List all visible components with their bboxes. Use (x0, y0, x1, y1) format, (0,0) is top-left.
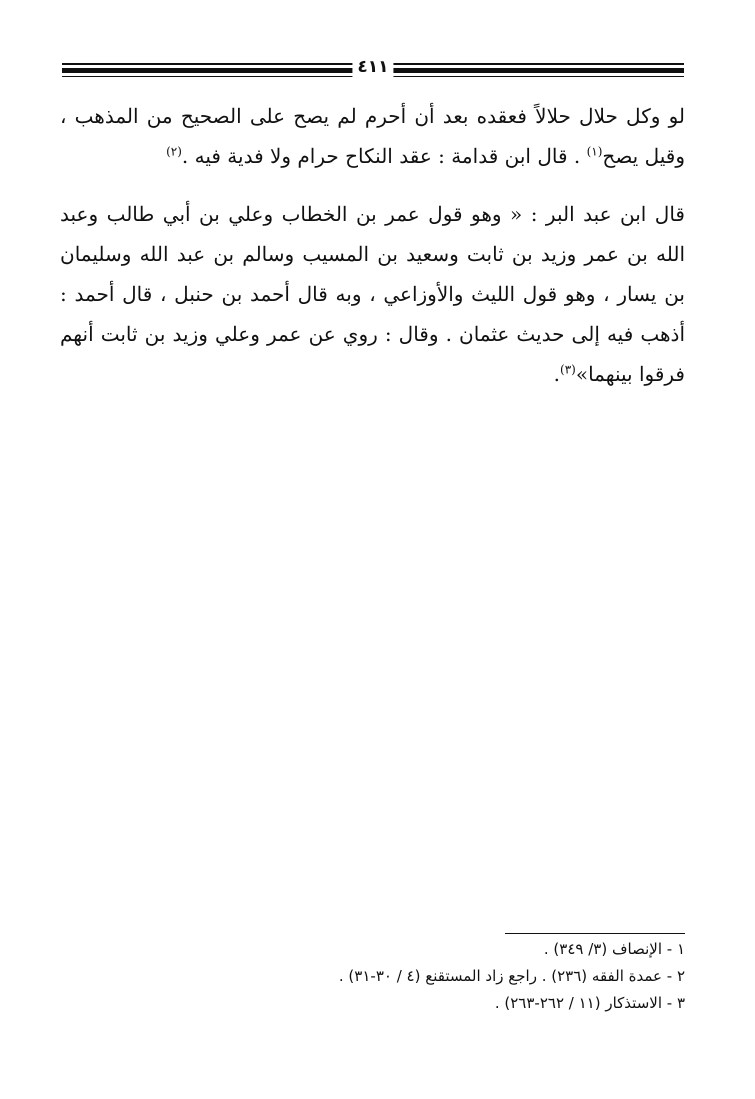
page-number: ٤١١ (352, 57, 393, 77)
paragraph-1-mid: . قال ابن قدامة : عقد النكاح حرام ولا فدية فيه . (181, 144, 587, 168)
footnote-separator (505, 933, 685, 934)
paragraph-2 (60, 194, 685, 394)
footnotes (60, 933, 685, 1017)
footnote-ref-3[interactable]: (٣) (560, 362, 576, 377)
footnote-1: ١ - الإنصاف (٣/ ٣٤٩) . (543, 940, 685, 958)
footnote-3: ٣ - الاستذكار (١١ / ٢٦٢-٢٦٣) . (494, 994, 685, 1012)
footnote-ref-2[interactable]: (٢) (166, 144, 182, 159)
paragraph-1-text: لو وكل حلال حلالاً فعقده بعد أن أحرم لم يصح على الصحيح من المذهب ، وقيل يصح (60, 104, 685, 168)
paragraph-1 (60, 96, 685, 176)
paragraph-2-tail: . (553, 362, 561, 386)
paragraph-2-text: قال ابن عبد البر : « وهو قول عمر بن الخطاب وعلي بن أبي طالب وعبد الله بن عمر وزيد بن ثابت وسعيد بن المسيب وسالم بن عبد الله وسليمان بن يسار ، وهو قول الليث والأوزاعي ، وبه قال أحمد بن حنبل ، قال أحمد : أذهب فيه إلى حديث عثمان . وقال : روي عن عمر وعلي وزيد بن ثابت أنهم فرقوا بينهما» (60, 202, 685, 386)
footnote-2: ٢ - عمدة الفقه (٢٣٦) . راجع زاد المستقنع (٤ / ٣٠-٣١) . (338, 967, 685, 985)
footnote-ref-1[interactable]: (١) (586, 144, 603, 159)
main-text (60, 96, 685, 394)
page-header (62, 57, 684, 80)
